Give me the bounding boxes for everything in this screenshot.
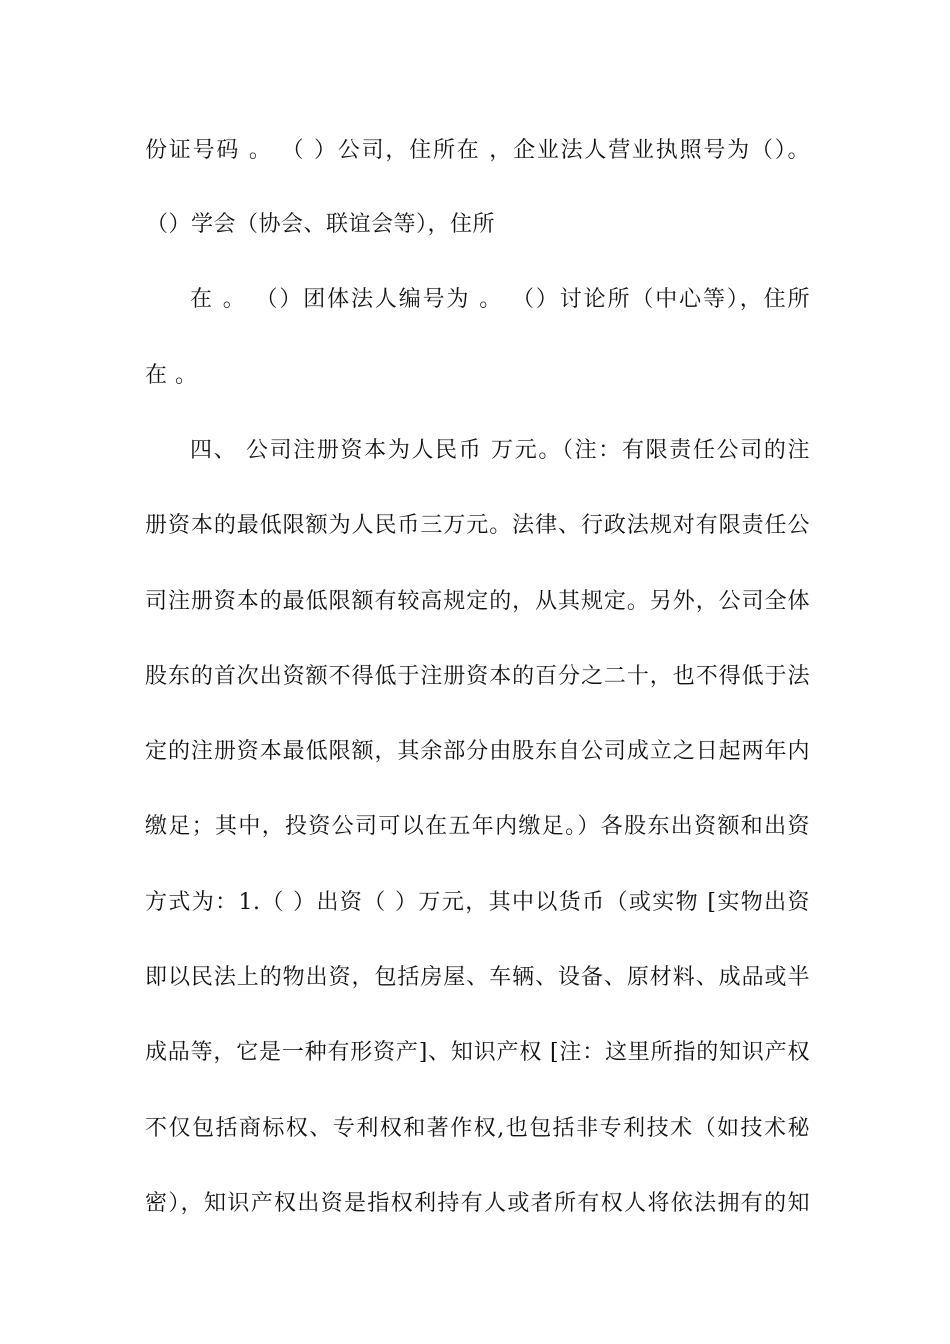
paragraph-line: 方式为：1.（ ）出资（ ）万元，其中以货币（或实物 [实物出资	[145, 890, 810, 915]
paragraph-line: 不仅包括商标权、专利权和著作权,也包括非专利技术（如技术秘	[145, 1116, 810, 1141]
paragraph-line: 定的注册资本最低限额，其余部分由股东自公司成立之日起两年内	[145, 739, 810, 764]
paragraph-line: 份证号码 。 （ ）公司，住所在 ，企业法人营业执照号为（）。	[145, 138, 810, 163]
paragraph-line: 密），知识产权出资是指权利持有人或者所有权人将依法拥有的知	[145, 1191, 810, 1216]
section-heading-line: 四、 公司注册资本为人民币 万元。（注：有限责任公司的注	[190, 438, 810, 463]
paragraph-line: 在 。 （）团体法人编号为 。 （）讨论所（中心等），住所	[190, 287, 810, 312]
paragraph-line: 股东的首次出资额不得低于注册资本的百分之二十，也不得低于法	[145, 664, 810, 689]
paragraph-line: 册资本的最低限额为人民币三万元。法律、行政法规对有限责任公	[145, 513, 810, 538]
paragraph-line: 司注册资本的最低限额有较高规定的，从其规定。另外，公司全体	[145, 589, 810, 614]
paragraph-line: 在 。	[145, 363, 198, 388]
paragraph-line: 即以民法上的物出资，包括房屋、车辆、设备、原材料、成品或半	[145, 965, 810, 990]
paragraph-line: （）学会（协会、联谊会等），住所	[146, 212, 496, 237]
paragraph-line: 成品等，它是一种有形资产]、知识产权 [注：这里所指的知识产权	[145, 1040, 810, 1065]
paragraph-line: 缴足；其中，投资公司可以在五年内缴足。）各股东出资额和出资	[145, 814, 810, 839]
